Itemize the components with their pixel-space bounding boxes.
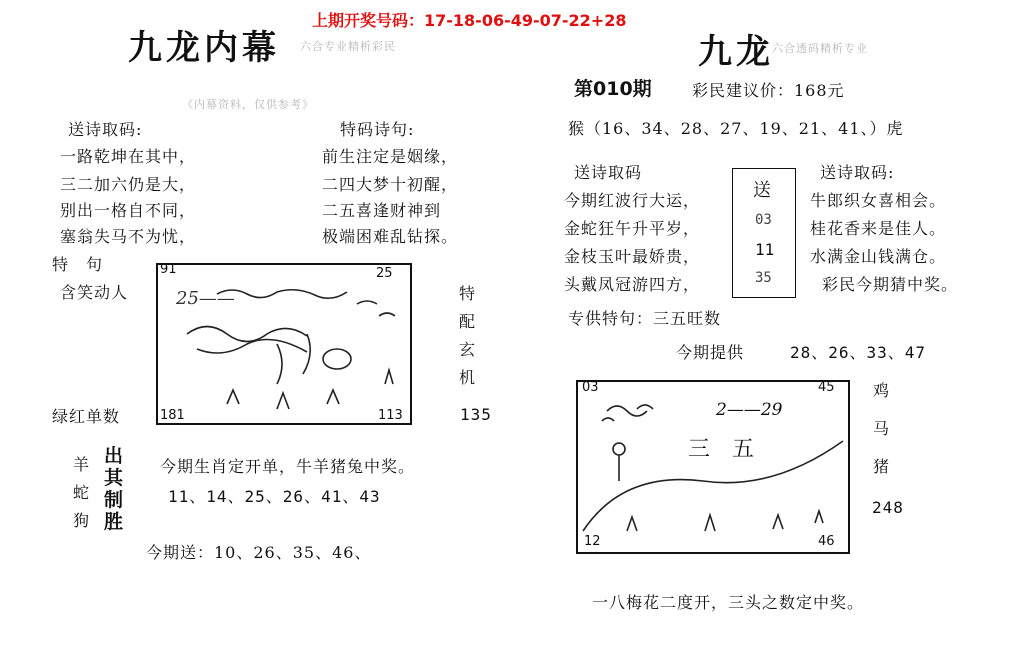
- number-248: 248: [872, 498, 904, 517]
- special-heading: 特码诗句:: [340, 120, 415, 139]
- draw-numbers: 上期开奖号码：17-18-06-49-07-22+28: [312, 11, 627, 30]
- left-sketch-text: 25——: [176, 288, 235, 309]
- poem-left-line: 金蛇狂午升平岁，: [564, 219, 701, 238]
- poem-line: 别出一格自不同，: [60, 201, 197, 220]
- poem-heading: 送诗取码:: [68, 120, 143, 139]
- animal: 羊: [72, 455, 89, 474]
- teju-text: 含笑动人: [60, 283, 129, 302]
- send-box-number: 03: [755, 212, 772, 228]
- chu-char: 出: [104, 445, 124, 467]
- poem-right-line: 水满金山钱满仓。: [810, 247, 947, 266]
- send-box-number: 35: [755, 270, 772, 286]
- box-corner-tr: 25: [376, 266, 393, 281]
- poem-heading-right: 送诗取码:: [820, 163, 895, 182]
- special-line: 二四大梦十初醒，: [322, 175, 459, 194]
- special-line: 极端困难乱钻探。: [322, 227, 459, 246]
- poem-left-line: 头戴凤冠游四方，: [564, 275, 701, 294]
- number-135: 135: [460, 405, 492, 424]
- bottom-line: 一八梅花二度开，三头之数定中奖。: [592, 593, 865, 612]
- send-box-label: 送: [753, 180, 772, 201]
- side-animal: 马: [872, 419, 889, 438]
- box-corner-bl: 12: [584, 534, 601, 549]
- left-subtitle-faint: 《内幕资料，仅供参考》: [182, 98, 314, 111]
- poem-right-line: 牛郎织女喜相会。: [810, 191, 947, 210]
- left-title: 九龙内幕: [128, 28, 280, 68]
- price: 彩民建议价：168元: [692, 81, 845, 100]
- issue-number: 第010期: [574, 78, 652, 100]
- animal: 狗: [72, 511, 89, 530]
- poem-right-line: 桂花香来是佳人。: [810, 219, 947, 238]
- zhuangong-line: 专供特句：三五旺数: [568, 309, 722, 328]
- poem-left-line: 今期红波行大运，: [564, 191, 701, 210]
- right-title: 九龙: [698, 32, 774, 72]
- special-line: 前生注定是姻缘，: [322, 147, 459, 166]
- side-animal: 鸡: [872, 381, 889, 400]
- side-vertical-char: 机: [458, 368, 475, 387]
- special-line: 二五喜逢财神到: [322, 201, 442, 220]
- poem-heading-left: 送诗取码: [574, 163, 643, 182]
- side-animal: 猪: [872, 457, 889, 476]
- left-sketch-drawing: [157, 264, 407, 424]
- side-vertical-char: 玄: [458, 340, 475, 359]
- box-corner-br: 113: [378, 408, 403, 423]
- right-title-faint: 六合透码精析专业: [772, 42, 868, 55]
- box-corner-br: 46: [818, 534, 835, 549]
- tiqi-numbers: 28、26、33、47: [790, 343, 927, 362]
- right-sketch-chars: 三 五: [688, 437, 755, 462]
- box-corner-tl: 03: [582, 380, 599, 395]
- box-corner-bl: 181: [160, 408, 185, 423]
- send-box-number: 11: [755, 240, 775, 259]
- side-vertical-char: 配: [458, 312, 475, 331]
- poem-line: 三二加六仍是大，: [60, 175, 197, 194]
- teju-label: 特 句: [52, 255, 104, 274]
- tiqi-label: 今期提供: [676, 343, 745, 362]
- zodiac-line: 今期生肖定开单，牛羊猪兔中奖。: [160, 457, 416, 476]
- poem-left-line: 金枝玉叶最娇贵，: [564, 247, 701, 266]
- poem-line: 一路乾坤在其中，: [60, 147, 197, 166]
- right-sketch-text: 2——29: [716, 400, 783, 420]
- numbers-line: 11、14、25、26、41、43: [168, 487, 381, 506]
- chu-char: 制: [104, 489, 124, 511]
- poem-right-line: 彩民今期猜中奖。: [822, 275, 959, 294]
- send-line: 今期送：10、26、35、46、: [146, 543, 372, 562]
- box-corner-tr: 45: [818, 380, 835, 395]
- lvhong-label: 绿红单数: [52, 407, 121, 426]
- poem-line: 塞翁失马不为忧，: [60, 227, 197, 246]
- box-corner-tl: 91: [160, 262, 177, 277]
- left-title-faint: 六合专业精析彩民: [300, 40, 396, 53]
- monkey-line: 猴（16、34、28、27、19、21、41、）虎: [568, 119, 904, 138]
- chu-char: 其: [104, 467, 124, 489]
- right-sketch-drawing: [577, 381, 847, 551]
- animal: 蛇: [72, 483, 89, 502]
- side-vertical-char: 特: [458, 284, 475, 303]
- chu-char: 胜: [104, 511, 124, 533]
